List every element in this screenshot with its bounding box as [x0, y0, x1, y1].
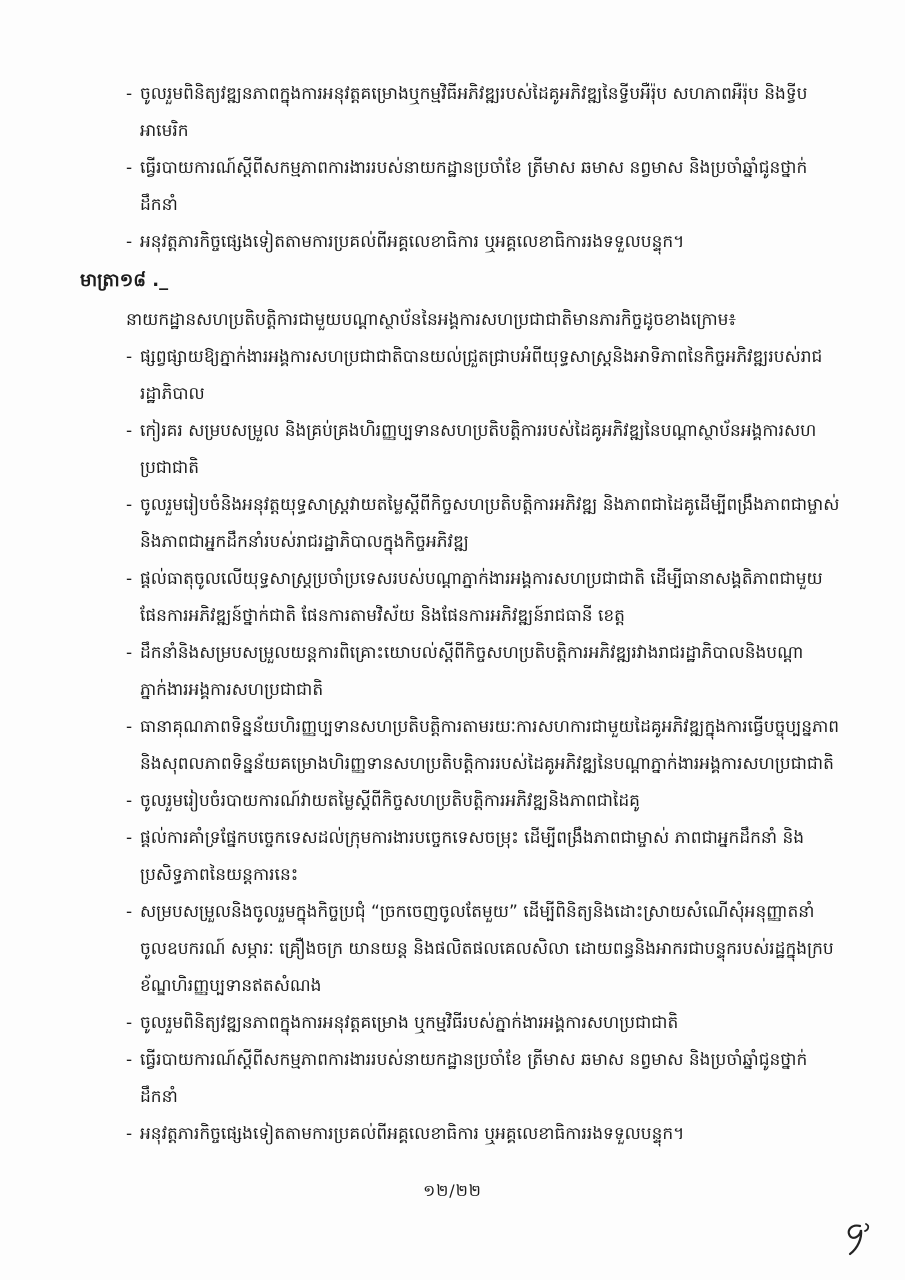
bullet-dash: - [126, 1050, 133, 1070]
bullet-dash: - [126, 717, 133, 737]
bullet-dash: - [126, 347, 133, 367]
bullet-dash: - [126, 495, 133, 515]
list-item: - អនុវត្តភារកិច្ចផ្សេងទៀតតាមការប្រគល់ពីអគ្គលេខាធិការ ឬអគ្គលេខាធិការរងទទួលបន្ទុក។ [80, 1116, 840, 1153]
bullet-dash: - [126, 1124, 133, 1144]
list-item: - ផ្តល់ការគាំទ្រផ្នែកបច្ចេកទេសដល់ក្រុមការងារបច្ចេកទេសចម្រុះ ដើម្បីពង្រឹងភាពជាម្ចាស់ ភាពជាអ្នកដឹកនាំ និងប្រសិទ្ធភាពនៃយន្តការនេះ [80, 820, 840, 894]
article-heading: មាត្រា១៨ ._ [80, 270, 169, 291]
list-item: - ផ្តល់ធាតុចូលលើយុទ្ធសាស្ត្រប្រចាំប្រទេសរបស់បណ្តាភ្នាក់ងារអង្គការសហប្រជាជាតិ ដើម្បីធានាសង្គតិភាពជាមួយផែនការអភិវឌ្ឍន៍ថ្នាក់ជាតិ ផែនការតាមវិស័យ និងផែនការអភិវឌ្ឍន៍រាជធានី ខេត្ត [80, 561, 840, 635]
list-item: - ដឹកនាំនិងសម្របសម្រួលយន្តការពិគ្រោះយោបល់ស្តីពីកិច្ចសហប្រតិបត្តិការអភិវឌ្ឍរវាងរាជរដ្ឋាភិបាលនិងបណ្តាភ្នាក់ងារអង្គការសហប្រជាជាតិ [80, 635, 840, 709]
bullet-dash: - [126, 421, 133, 441]
bullet-dash: - [126, 828, 133, 848]
list-item: - សម្របសម្រួលនិងចូលរួមក្នុងកិច្ចប្រជុំ “ច្រកចេញចូលតែមួយ” ដើម្បីពិនិត្យនិងដោះស្រាយសំណើសុំអនុញ្ញាតនាំចូលឧបករណ៍ សម្ភារៈ គ្រឿងចក្រ យានយន្ត និងផលិតផលគេលសិលា ដោយពន្ធនិងអាករជាបន្ទុករបស់រដ្ឋក្នុងក្របខ័ណ្ឌហិរញ្ញប្បទានឥតសំណង [80, 894, 840, 1005]
bullet-dash: - [126, 643, 133, 663]
list-item: - ចូលរួមរៀបចំនិងអនុវត្តយុទ្ធសាស្ត្រវាយតម្លៃស្តីពីកិច្ចសហប្រតិបត្តិការអភិវឌ្ឍ និងភាពជាដៃគូដើម្បីពង្រឹងភាពជាម្ចាស់និងភាពជាអ្នកដឹកនាំរបស់រាជរដ្ឋាភិបាលក្នុងកិច្ចអភិវឌ្ឍ [80, 487, 840, 561]
handwritten-mark [838, 1218, 878, 1258]
list-item: - ផ្សព្វផ្សាយឱ្យភ្នាក់ងារអង្គការសហប្រជាជាតិបានយល់ជ្រួតជ្រាបអំពីយុទ្ធសាស្ត្រនិងអាទិភាពនៃកិច្ចអភិវឌ្ឍរបស់រាជរដ្ឋាភិបាល [80, 339, 840, 413]
list-item: - ធ្វើរបាយការណ៍ស្តីពីសកម្មភាពការងាររបស់នាយកដ្ឋានប្រចាំខែ ត្រីមាស ឆមាស នព្វមាស និងប្រចាំឆ្នាំជូនថ្នាក់ដឹកនាំ [80, 150, 840, 224]
list-item: - ចូលរួមពិនិត្យវឌ្ឍនភាពក្នុងការអនុវត្តគម្រោងឬកម្មវិធីអភិវឌ្ឍរបស់ដៃគូអភិវឌ្ឍនៃទ្វីបអឺរ៉ុប សហភាពអឺរ៉ុប និងទ្វីបអាមេរិក [80, 76, 840, 150]
bullet-dash: - [126, 232, 133, 252]
list-item: - ចូលរួមពិនិត្យវឌ្ឍនភាពក្នុងការអនុវត្តគម្រោង ឬកម្មវិធីរបស់ភ្នាក់ងារអង្គការសហប្រជាជាតិ [80, 1005, 840, 1042]
page-number: ១២/២២ [423, 1181, 482, 1200]
list-item: - អនុវត្តភារកិច្ចផ្សេងទៀតតាមការប្រគល់ពីអគ្គលេខាធិការ ឬអគ្គលេខាធិការរងទទួលបន្ទុក។ [80, 224, 840, 261]
list-item: - ធ្វើរបាយការណ៍ស្តីពីសកម្មភាពការងាររបស់នាយកដ្ឋានប្រចាំខែ ត្រីមាស ឆមាស នព្វមាស និងប្រចាំឆ្នាំជូនថ្នាក់ដឹកនាំ [80, 1042, 840, 1116]
list-item: - កៀរគរ សម្របសម្រួល និងគ្រប់គ្រងហិរញ្ញប្បទានសហប្រតិបត្តិការរបស់ដៃគូអភិវឌ្ឍនៃបណ្តាស្ថាប័នអង្គការសហប្រជាជាតិ [80, 413, 840, 487]
list-item: - ចូលរួមរៀបចំរបាយការណ៍វាយតម្លៃស្តីពីកិច្ចសហប្រតិបត្តិការអភិវឌ្ឍនិងភាពជាដៃគូ [80, 783, 840, 820]
bullet-dash: - [126, 902, 133, 922]
bullet-dash: - [126, 791, 133, 811]
document-body [80, 76, 840, 1153]
bullet-dash: - [126, 84, 133, 104]
list-item: - ធានាគុណភាពទិន្នន័យហិរញ្ញប្បទានសហប្រតិបត្តិការតាមរយៈការសហការជាមួយដៃគូអភិវឌ្ឍក្នុងការធ្វើបច្ចុប្បន្នភាពនិងសុពលភាពទិន្នន័យគម្រោងហិរញ្ញទានសហប្រតិបត្តិការរបស់ដៃគូអភិវឌ្ឍនៃបណ្តាភ្នាក់ងារអង្គការសហប្រជាជាតិ [80, 709, 840, 783]
bullet-dash: - [126, 569, 133, 589]
bullet-dash: - [126, 1013, 133, 1033]
article-intro: នាយកដ្ឋានសហប្រតិបត្តិការជាមួយបណ្តាស្ថាប័ននៃអង្គការសហប្រជាជាតិមានភារកិច្ចដូចខាងក្រោម៖ [126, 310, 736, 330]
bullet-dash: - [126, 158, 133, 178]
